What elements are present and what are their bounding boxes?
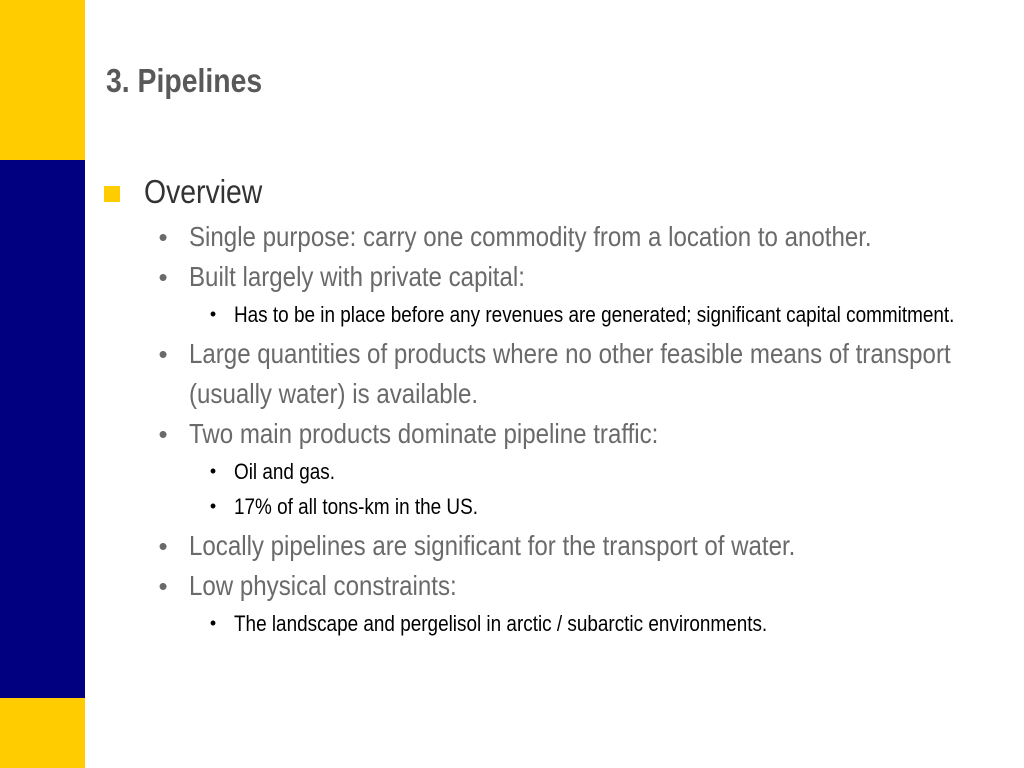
bullet-private-capital	[104, 257, 1024, 297]
bullet-text: Low physical constraints:	[189, 570, 457, 601]
sub-bullet-text: Has to be in place before any revenues are generated; significant capital commitment.	[234, 302, 955, 327]
slide-content	[104, 170, 1024, 641]
bullet-two-products	[104, 414, 1024, 454]
bullet-physical-constraints	[104, 566, 1024, 606]
bullet-text: Built largely with private capital:	[189, 261, 525, 292]
sub-bullet-tons-km	[104, 489, 1024, 524]
bullet-large-quantities	[104, 334, 1024, 414]
level1-item-overview	[104, 170, 1024, 214]
sub-bullet-dot-icon: •	[209, 613, 217, 633]
sub-bullet-landscape	[104, 606, 1024, 641]
sub-bullet-dot-icon: •	[209, 461, 217, 481]
bullet-dot-icon: •	[158, 531, 168, 561]
bullet-dot-icon: •	[158, 222, 168, 252]
square-bullet-icon	[104, 186, 120, 202]
bullet-dot-icon: •	[158, 339, 168, 369]
bullet-text: Large quantities of products where no other feasible means of transport (usually water) is available.	[189, 338, 951, 409]
sub-bullet-text: The landscape and pergelisol in arctic / subarctic environments.	[234, 611, 768, 636]
level1-label: Overview	[144, 173, 263, 210]
bullet-dot-icon: •	[158, 262, 168, 292]
sub-bullet-dot-icon: •	[209, 304, 217, 324]
side-bar-yellow-top	[0, 0, 85, 160]
bullet-dot-icon: •	[158, 419, 168, 449]
bullet-text: Single purpose: carry one commodity from a location to another.	[189, 221, 872, 252]
bullet-text: Two main products dominate pipeline traffic:	[189, 418, 659, 449]
sub-bullet-text: Oil and gas.	[234, 459, 335, 484]
bullet-single-purpose	[104, 217, 1024, 257]
slide-title: 3. Pipelines	[106, 62, 263, 99]
side-bar-yellow-bottom	[0, 698, 85, 768]
sub-bullet-oil-gas	[104, 454, 1024, 489]
side-bar-navy	[0, 160, 85, 698]
bullet-text: Locally pipelines are significant for the transport of water.	[189, 530, 796, 561]
sub-bullet-capital-commitment	[104, 297, 1024, 332]
bullet-dot-icon: •	[158, 571, 168, 601]
bullet-water-transport	[104, 526, 1024, 566]
sub-bullet-text: 17% of all tons-km in the US.	[234, 494, 478, 519]
sub-bullet-dot-icon: •	[209, 496, 217, 516]
